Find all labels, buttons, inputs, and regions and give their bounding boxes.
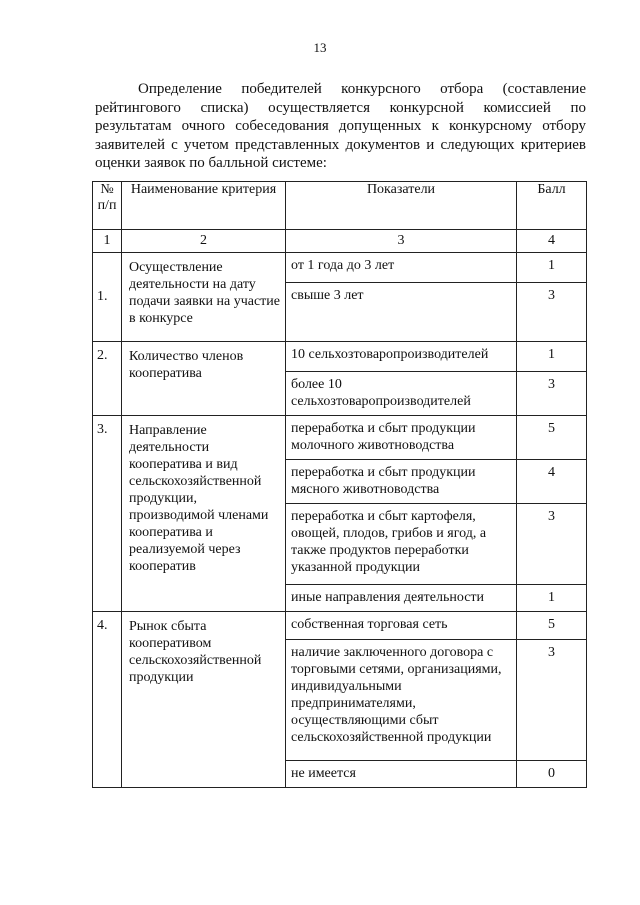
indicator-score: 3 — [517, 640, 587, 761]
criterion-name: Осуществление деятельности на дату подачи заявки на участие в конкурсе — [122, 253, 286, 342]
indicator-text: переработка и сбыт продукции молочного животноводства — [286, 416, 517, 460]
row-number: 1. — [93, 253, 122, 342]
criteria-table — [92, 181, 587, 788]
column-number: 2 — [122, 230, 286, 253]
column-number: 3 — [286, 230, 517, 253]
table-row — [93, 253, 587, 283]
indicator-text: наличие заключенного договора с торговыми сетями, организациями, индивидуальными предпринимателями, осуществляющими сбыт сельскохозяйственной продукции — [286, 640, 517, 761]
column-number: 1 — [93, 230, 122, 253]
intro-line: оценки заявок по балльной системе: — [95, 155, 327, 171]
column-number-row — [93, 230, 587, 253]
indicator-text: иные направления деятельности — [286, 585, 517, 612]
intro-line: рейтингового списка) осуществляется конкурсной комиссией по — [95, 99, 586, 116]
header-score: Балл — [517, 182, 587, 230]
indicator-score: 1 — [517, 253, 587, 283]
indicator-text: переработка и сбыт продукции мясного животноводства — [286, 460, 517, 504]
indicator-text: свыше 3 лет — [286, 283, 517, 342]
row-number: 4. — [93, 612, 122, 788]
indicator-score: 4 — [517, 460, 587, 504]
table-row — [93, 342, 587, 372]
intro-line: заявителей с учетом представленных документов и следующих критериев — [95, 136, 586, 153]
intro-line: результатам очного собеседования допущенных к конкурсному отбору — [95, 118, 586, 134]
indicator-score: 3 — [517, 372, 587, 416]
intro-paragraph — [95, 80, 586, 173]
criterion-name: Количество членов кооператива — [122, 342, 286, 416]
row-number: 2. — [93, 342, 122, 416]
indicator-text: 10 сельхозтоваропроизводителей — [286, 342, 517, 372]
header-criterion: Наименование критерия — [122, 182, 286, 230]
table-row — [93, 416, 587, 460]
table-header-row — [93, 182, 587, 230]
indicator-score: 3 — [517, 504, 587, 585]
indicator-score: 1 — [517, 342, 587, 372]
header-indicators: Показатели — [286, 182, 517, 230]
indicator-text: не имеется — [286, 761, 517, 788]
indicator-text: от 1 года до 3 лет — [286, 253, 517, 283]
criterion-name: Направление деятельности кооператива и вид сельскохозяйственной продукции, производимой членами кооператива и реализуемой через кооператив — [122, 416, 286, 612]
header-number: № п/п — [93, 182, 122, 230]
indicator-score: 1 — [517, 585, 587, 612]
indicator-score: 5 — [517, 612, 587, 640]
indicator-text: собственная торговая сеть — [286, 612, 517, 640]
indicator-score: 0 — [517, 761, 587, 788]
indicator-text: переработка и сбыт картофеля, овощей, плодов, грибов и ягод, а также продуктов переработки указанной продукции — [286, 504, 517, 585]
intro-line: Определение победителей конкурсного отбора (составление — [138, 81, 586, 97]
indicator-text: более 10 сельхозтоваропроизводителей — [286, 372, 517, 416]
indicator-score: 3 — [517, 283, 587, 342]
criterion-name: Рынок сбыта кооперативом сельскохозяйственной продукции — [122, 612, 286, 788]
indicator-score: 5 — [517, 416, 587, 460]
page-number: 13 — [313, 40, 327, 55]
table-row — [93, 612, 587, 640]
column-number: 4 — [517, 230, 587, 253]
row-number: 3. — [93, 416, 122, 612]
